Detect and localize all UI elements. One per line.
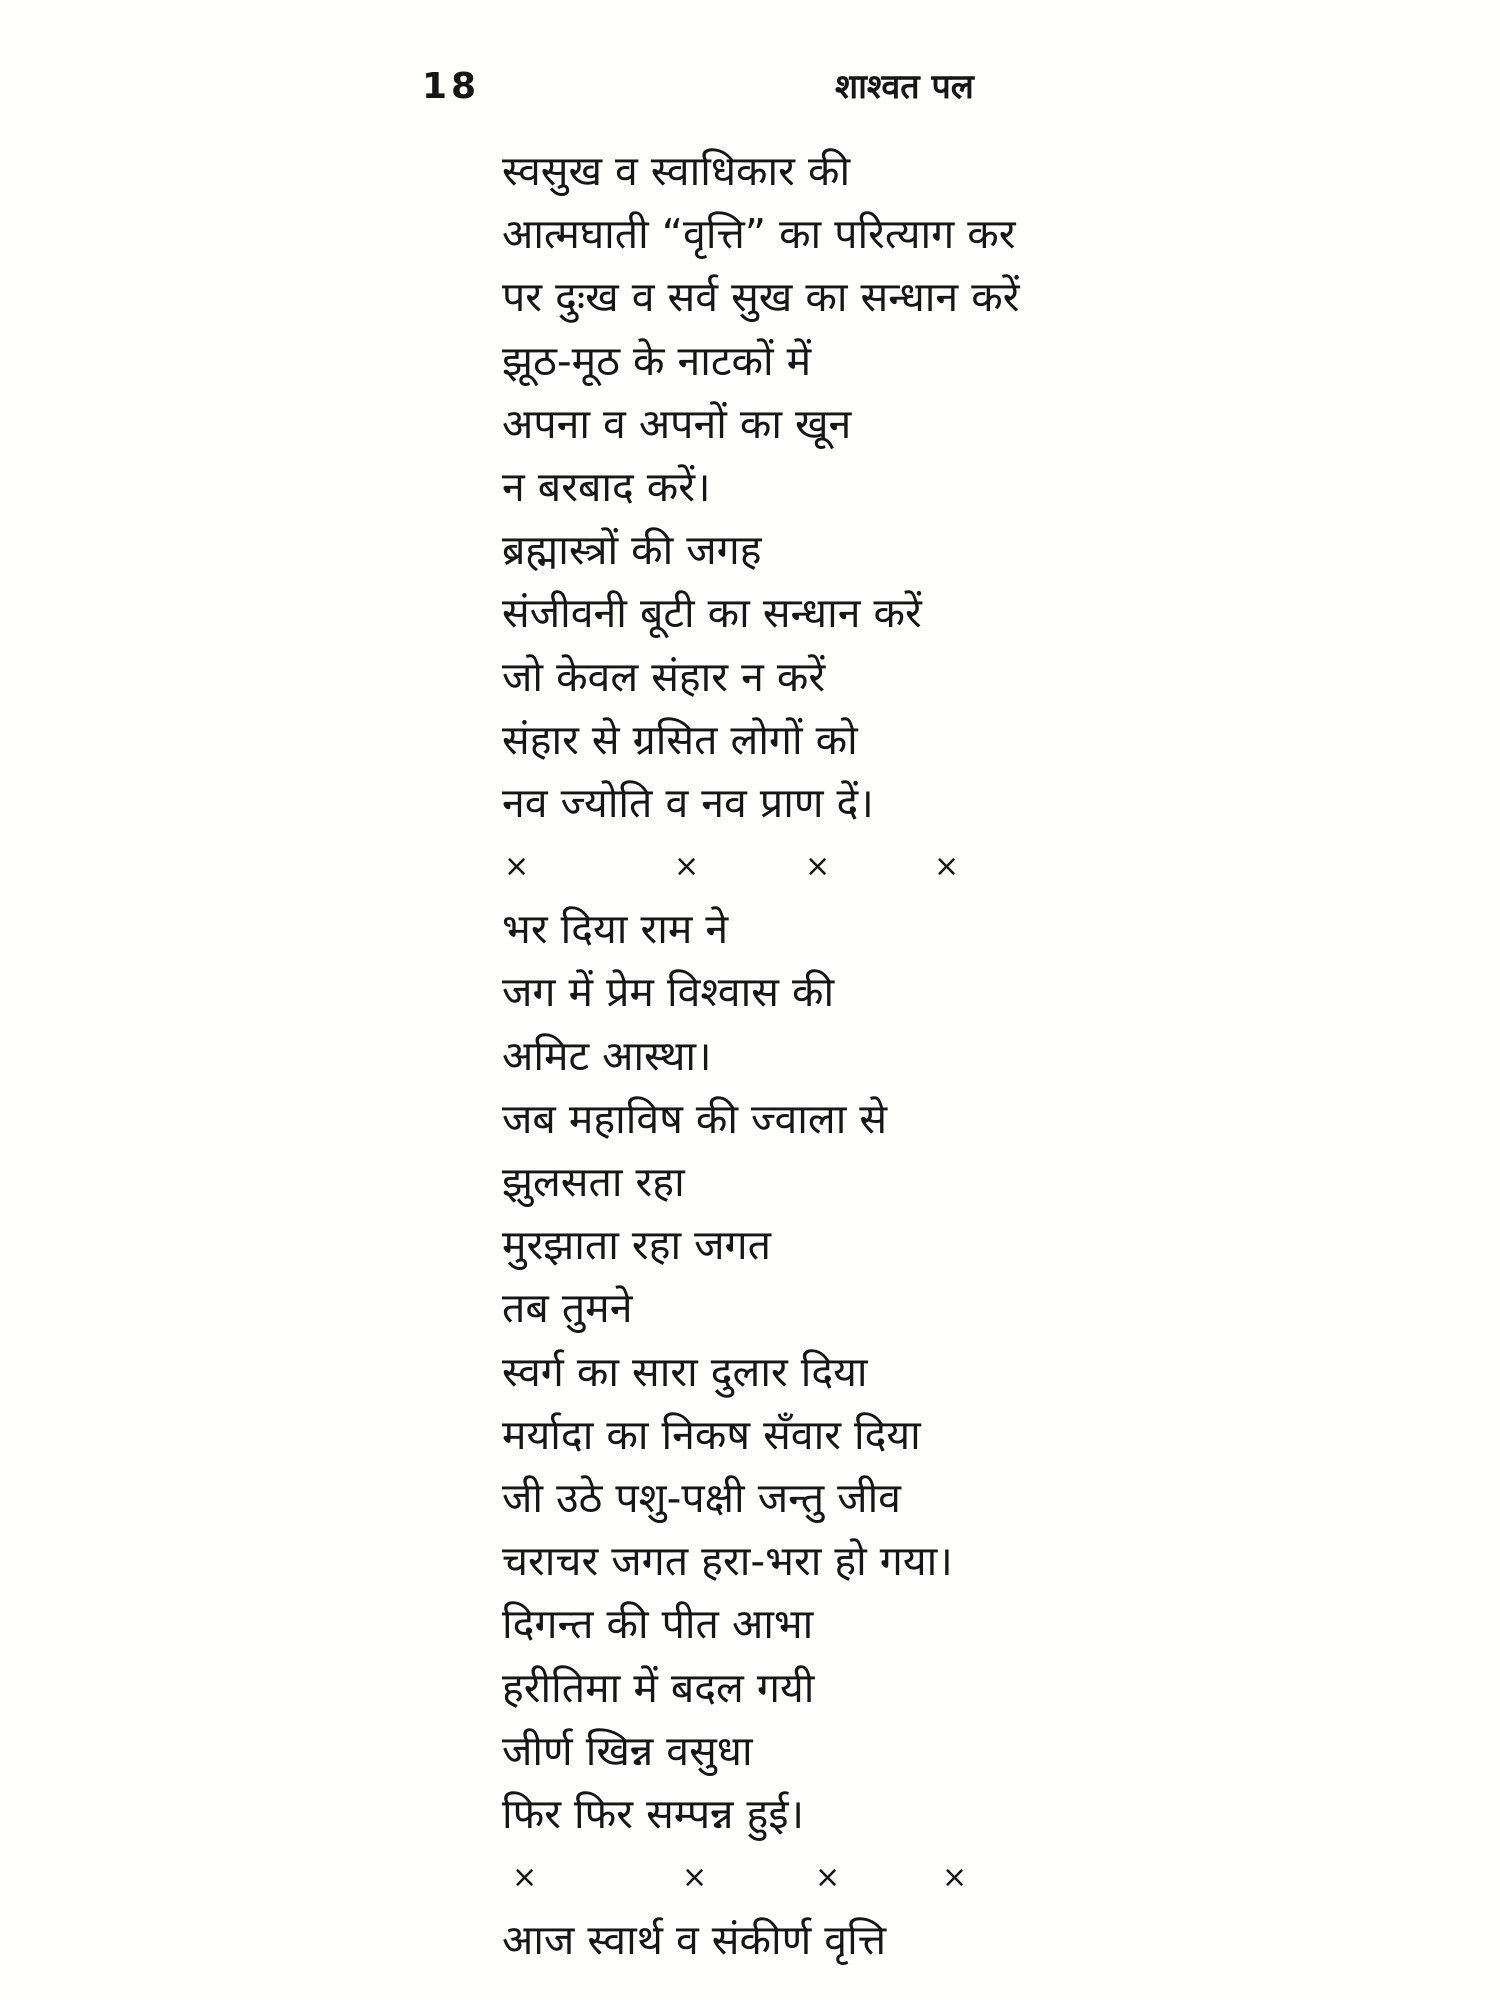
poem-line: अमिट आस्था। bbox=[502, 1031, 712, 1080]
separator-mark: × bbox=[682, 1860, 708, 1896]
poem-line: भर दिया राम ने bbox=[502, 905, 729, 954]
separator-mark: × bbox=[815, 1860, 841, 1896]
poem-line: ब्रह्मास्त्रों की जगह bbox=[502, 526, 762, 575]
poem-line: जीर्ण खिन्न वसुधा bbox=[502, 1726, 753, 1775]
poem-line: स्वसुख व स्वाधिकार की bbox=[502, 147, 851, 195]
poem-line: फिर फिर सम्पन्न हुई। bbox=[502, 1789, 804, 1838]
poem-line: जब महाविष की ज्वाला से bbox=[502, 1094, 888, 1143]
separator-mark: × bbox=[934, 849, 960, 885]
poem-line: झूठ-मूठ के नाटकों में bbox=[502, 336, 812, 385]
poem-line: झुलसता रहा bbox=[502, 1158, 685, 1206]
page-number: 18 bbox=[422, 66, 481, 107]
poem-line: जी उठे पशु-पक्षी जन्तु जीव bbox=[502, 1473, 901, 1522]
poem-line: आज स्वार्थ व संकीर्ण वृत्ति bbox=[502, 1916, 887, 1965]
poem-line: दिगन्त की पीत आभा bbox=[502, 1600, 814, 1649]
section-separator bbox=[502, 1846, 1402, 1909]
poem-line: स्वर्ग का सारा दुलार दिया bbox=[502, 1347, 868, 1396]
poem-line: मुरझाता रहा जगत bbox=[502, 1221, 771, 1270]
poem-line: संजीवनी बूटी का सन्धान करें bbox=[502, 589, 922, 638]
poem-body bbox=[502, 140, 1402, 1972]
separator-mark: × bbox=[674, 849, 700, 885]
poem-line: नव ज्योति व नव प्राण दें। bbox=[502, 778, 874, 827]
poem-line: मर्यादा का निकष सँवार दिया bbox=[502, 1410, 921, 1459]
separator-mark: × bbox=[805, 849, 831, 885]
poem-line: हरीतिमा में बदल गयी bbox=[502, 1663, 815, 1712]
poem-line: तब तुमने bbox=[502, 1284, 633, 1333]
poem-line: आत्मघाती “वृत्ति” का परित्याग कर bbox=[502, 210, 1016, 259]
separator-mark: × bbox=[512, 1860, 538, 1896]
poem-line: जो केवल संहार न करें bbox=[502, 652, 826, 701]
poem-line: संहार से ग्रसित लोगों को bbox=[502, 715, 858, 764]
running-head: शाश्वत पल bbox=[835, 67, 974, 107]
section-separator bbox=[502, 835, 1402, 898]
poem-line: पर दुःख व सर्व सुख का सन्धान करें bbox=[502, 273, 1020, 322]
poem-line: जग में प्रेम विश्वास की bbox=[502, 968, 835, 1017]
poem-line: अपना व अपनों का खून bbox=[502, 399, 852, 448]
poem-line: न बरबाद करें। bbox=[502, 462, 711, 511]
separator-mark: × bbox=[504, 849, 530, 885]
separator-mark: × bbox=[942, 1860, 968, 1896]
poem-line: चराचर जगत हरा-भरा हो गया। bbox=[502, 1537, 953, 1586]
